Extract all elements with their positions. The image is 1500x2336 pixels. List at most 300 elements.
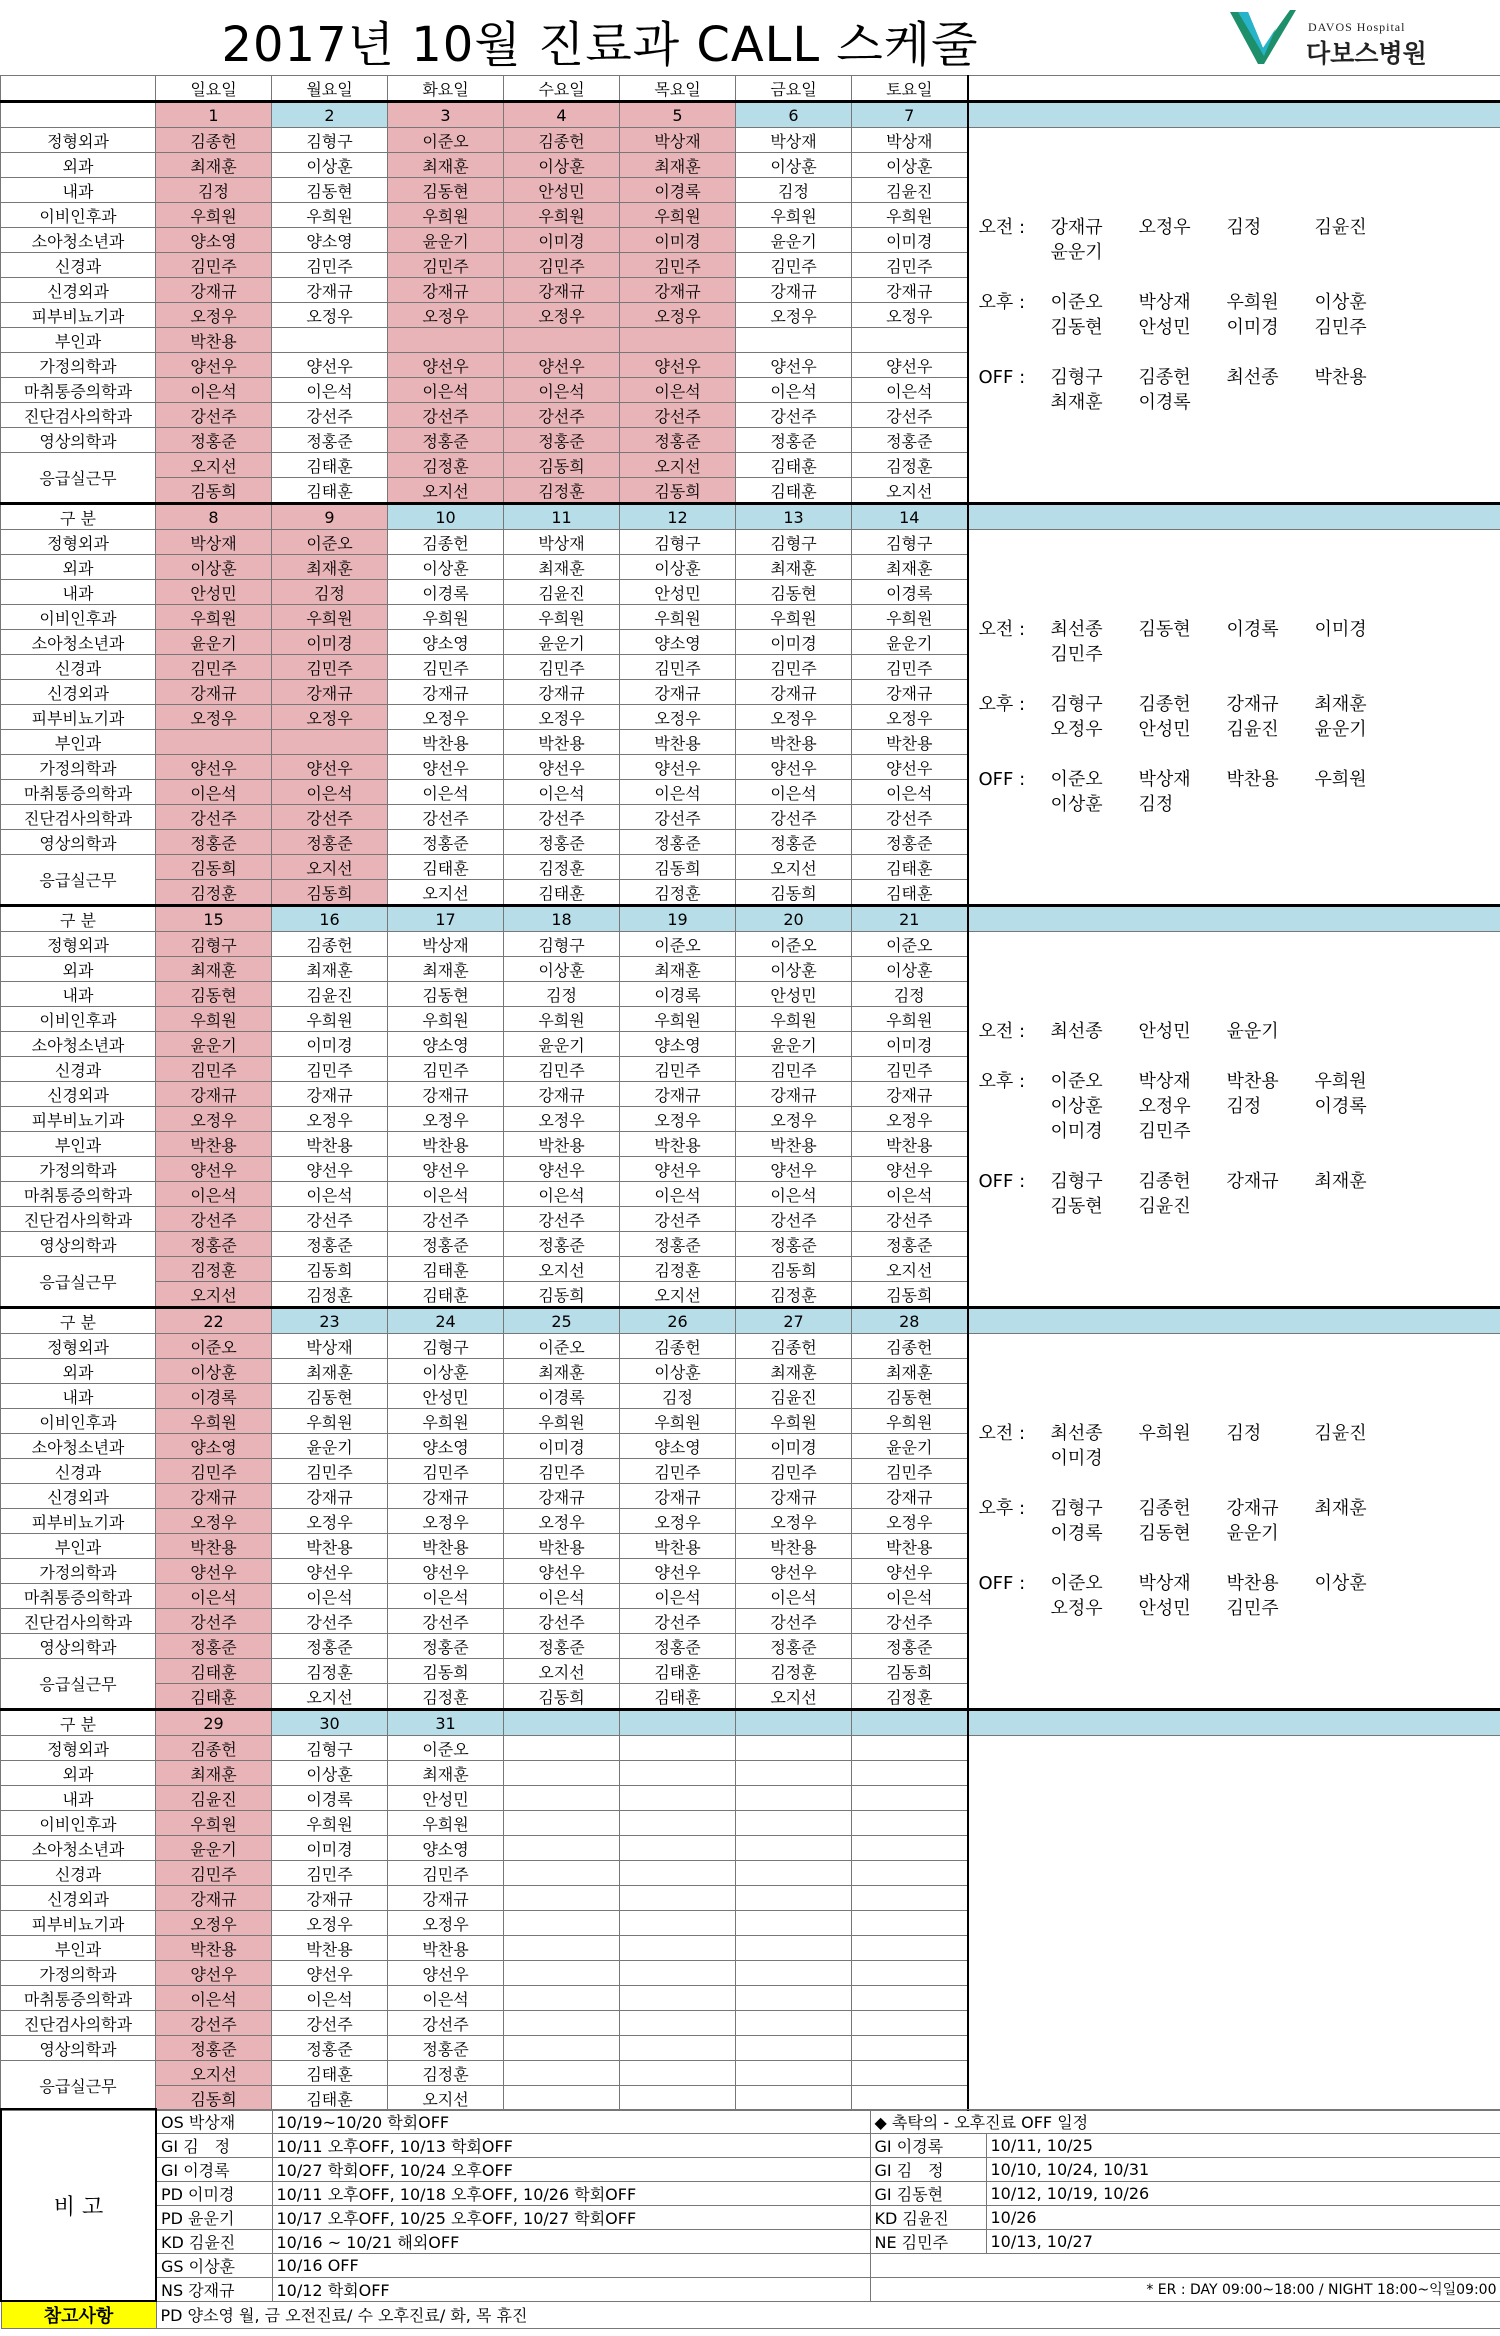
er-cell: 김정훈: [736, 1282, 852, 1308]
doctor-cell: 오정우: [388, 705, 504, 730]
er-cell: 김정훈: [156, 880, 272, 906]
notes-doctor: 김동현: [1138, 619, 1191, 640]
doctor-cell: 이은석: [272, 1182, 388, 1207]
department-label: 이비인후과: [1, 605, 156, 630]
doctor-cell: 이은석: [504, 378, 620, 403]
doctor-cell: 윤운기: [852, 1434, 968, 1459]
doctor-cell: 양선우: [272, 755, 388, 780]
day-name: 토요일: [852, 76, 968, 102]
doctor-cell: 오정우: [504, 1509, 620, 1534]
department-label: 소아청소년과: [1, 1032, 156, 1057]
department-label: 영상의학과: [1, 1232, 156, 1257]
notes-line: [979, 365, 1500, 390]
doctor-cell: 강선주: [852, 403, 968, 428]
department-label: 진단검사의학과: [1, 1207, 156, 1232]
day-name: 일요일: [156, 76, 272, 102]
er-cell: 오지선: [156, 453, 272, 478]
doctor-cell: 강재규: [852, 1484, 968, 1509]
notes-line: [979, 1169, 1500, 1194]
doctor-cell: 이은석: [736, 1584, 852, 1609]
department-label: 부인과: [1, 1936, 156, 1961]
doctor-cell: 김민주: [736, 1057, 852, 1082]
doctor-cell: 강선주: [272, 2011, 388, 2036]
notes-doctor: 김형구: [1050, 694, 1103, 715]
doctor-cell: [852, 1911, 968, 1936]
er-cell: 오지선: [156, 2061, 272, 2086]
doctor-cell: 우희원: [852, 605, 968, 630]
department-label: 가정의학과: [1, 1559, 156, 1584]
notes-line: [979, 1521, 1500, 1546]
notes-line: [979, 215, 1500, 240]
logo-small-text: DAVOS Hospital: [1308, 20, 1406, 34]
er-cell: 김정훈: [504, 478, 620, 504]
notes-doctor: 오정우: [1050, 719, 1103, 740]
er-cell: 김동희: [736, 880, 852, 906]
doctor-cell: 양선우: [736, 755, 852, 780]
notes-names: [1051, 290, 1403, 315]
doctor-cell: 강재규: [852, 1082, 968, 1107]
doctor-cell: 양선우: [852, 755, 968, 780]
notes-slot-label: 오후 :: [978, 1498, 1026, 1519]
notes-doctor: 김종헌: [1138, 367, 1191, 388]
er-cell: 오지선: [388, 880, 504, 906]
logo-name: 다보스병원: [1306, 39, 1427, 68]
er-cell: 김동희: [736, 1257, 852, 1282]
remark-doctor: NS 강재규: [156, 2277, 272, 2301]
doctor-cell: 강선주: [156, 1207, 272, 1232]
doctor-cell: 강재규: [736, 278, 852, 303]
notes-doctor: 김종헌: [1138, 694, 1191, 715]
notes-doctor: 최선종: [1050, 1423, 1103, 1444]
doctor-cell: 정홍준: [620, 1634, 736, 1659]
doctor-cell: 오정우: [620, 1509, 736, 1534]
date-cell: 7: [852, 102, 968, 128]
remarks-label: 비 고: [1, 2109, 156, 2301]
department-label: 내과: [1, 982, 156, 1007]
doctor-cell: [852, 328, 968, 353]
doctor-cell: 정홍준: [272, 1232, 388, 1257]
doctor-cell: 이은석: [156, 378, 272, 403]
er-cell: 오지선: [852, 1257, 968, 1282]
notes-line: [979, 767, 1500, 792]
doctor-cell: 김민주: [156, 253, 272, 278]
doctor-cell: 박상재: [736, 128, 852, 153]
doctor-cell: [736, 1761, 852, 1786]
notes-slot-label: OFF :: [978, 367, 1026, 388]
notes-line: [979, 1421, 1500, 1446]
doctor-cell: 양소영: [388, 630, 504, 655]
doctor-cell: 김종헌: [388, 530, 504, 555]
er-cell: 오지선: [852, 478, 968, 504]
doctor-cell: 강재규: [272, 680, 388, 705]
doctor-cell: 정홍준: [504, 1634, 620, 1659]
notes-slot-label: 오전 :: [978, 1423, 1026, 1444]
remark-text: 10/17 오후OFF, 10/25 오후OFF, 10/27 학회OFF: [272, 2205, 870, 2229]
notes-doctor: 이상훈: [1050, 794, 1103, 815]
reference-text: PD 양소영 월, 금 오전진료/ 수 오후진료/ 화, 목 휴진: [156, 2301, 1500, 2329]
department-label: 내과: [1, 178, 156, 203]
er-cell: 김정훈: [388, 2061, 504, 2086]
doctor-cell: 이은석: [620, 1584, 736, 1609]
doctor-cell: 박찬용: [156, 1534, 272, 1559]
department-label: 이비인후과: [1, 203, 156, 228]
doctor-cell: 강선주: [272, 1609, 388, 1634]
doctor-cell: 양소영: [620, 1434, 736, 1459]
date-cell: 20: [736, 906, 852, 932]
doctor-cell: 오정우: [504, 1107, 620, 1132]
doctor-cell: 박상재: [620, 128, 736, 153]
doctor-cell: 이은석: [272, 1986, 388, 2011]
doctor-cell: 강재규: [504, 278, 620, 303]
doctor-cell: 양선우: [272, 1961, 388, 1986]
doctor-cell: 우희원: [736, 1007, 852, 1032]
doctor-cell: [156, 730, 272, 755]
doctor-cell: [852, 1936, 968, 1961]
doctor-cell: 양선우: [388, 1559, 504, 1584]
doctor-cell: 강재규: [620, 680, 736, 705]
er-label: 응급실근무: [1, 1257, 156, 1308]
er-hours-note: * ER : DAY 09:00~18:00 / NIGHT 18:00~익일09:00: [1146, 2282, 1497, 2298]
doctor-cell: 강재규: [156, 1886, 272, 1911]
doctor-cell: 우희원: [736, 203, 852, 228]
department-label: 신경외과: [1, 1484, 156, 1509]
doctor-cell: 김윤진: [272, 982, 388, 1007]
notes-names: [1051, 390, 1227, 415]
department-label: 신경외과: [1, 278, 156, 303]
er-cell: 김태훈: [504, 880, 620, 906]
notes-doctor: 김종헌: [1138, 1171, 1191, 1192]
notes-line: [979, 1596, 1500, 1621]
doctor-cell: 김윤진: [504, 580, 620, 605]
notes-line: [979, 1496, 1500, 1521]
contract-dates: 10/13, 10/27: [986, 2229, 1500, 2253]
date-cell: 28: [852, 1308, 968, 1334]
doctor-cell: 이은석: [620, 1182, 736, 1207]
notes-line: [979, 390, 1500, 415]
doctor-cell: 김민주: [504, 655, 620, 680]
doctor-cell: 김동현: [852, 1384, 968, 1409]
er-cell: 김태훈: [736, 453, 852, 478]
doctor-cell: 우희원: [852, 1409, 968, 1434]
er-cell: 김태훈: [388, 855, 504, 880]
doctor-cell: 강재규: [620, 1484, 736, 1509]
doctor-cell: 우희원: [620, 1409, 736, 1434]
doctor-cell: 박찬용: [620, 1534, 736, 1559]
notes-line: [979, 1446, 1500, 1471]
doctor-cell: 강선주: [620, 403, 736, 428]
er-cell: 김동희: [852, 1282, 968, 1308]
doctor-cell: 김민주: [388, 1057, 504, 1082]
side-date-bar: [968, 102, 1500, 128]
doctor-cell: 이상훈: [156, 555, 272, 580]
doctor-cell: 양선우: [388, 755, 504, 780]
doctor-cell: 우희원: [272, 1811, 388, 1836]
side-date-bar: [968, 1710, 1500, 1736]
doctor-cell: 박찬용: [852, 1534, 968, 1559]
remark-doctor: GI 이경록: [156, 2157, 272, 2181]
doctor-cell: [620, 1786, 736, 1811]
doctor-cell: 박찬용: [156, 328, 272, 353]
er-cell: 오지선: [388, 2086, 504, 2111]
week-notes: [968, 1736, 1500, 2111]
date-cell: 2: [272, 102, 388, 128]
notes-gap: [979, 340, 1500, 365]
department-label: 가정의학과: [1, 1961, 156, 1986]
doctor-cell: 오정우: [852, 1509, 968, 1534]
doctor-cell: 최재훈: [388, 1761, 504, 1786]
notes-names: [1051, 1421, 1403, 1446]
doctor-cell: 강선주: [504, 805, 620, 830]
doctor-cell: [852, 2011, 968, 2036]
doctor-cell: 최재훈: [736, 555, 852, 580]
doctor-cell: 윤운기: [388, 228, 504, 253]
department-label: 마취통증의학과: [1, 378, 156, 403]
doctor-cell: 김민주: [620, 655, 736, 680]
department-label: 피부비뇨기과: [1, 1509, 156, 1534]
er-cell: 김정훈: [620, 1257, 736, 1282]
doctor-cell: 오정우: [156, 1509, 272, 1534]
notes-slot-label: [979, 1596, 1051, 1621]
er-cell: [504, 2061, 620, 2086]
remark-doctor: PD 윤운기: [156, 2205, 272, 2229]
doctor-cell: 오정우: [852, 1107, 968, 1132]
doctor-cell: 김동현: [272, 1384, 388, 1409]
doctor-cell: 양선우: [620, 755, 736, 780]
header: [0, 0, 1500, 75]
doctor-cell: 정홍준: [736, 428, 852, 453]
doctor-cell: 강재규: [388, 1886, 504, 1911]
department-label: 피부비뇨기과: [1, 1911, 156, 1936]
notes-slot-label: [979, 717, 1051, 742]
doctor-cell: [620, 1911, 736, 1936]
er-cell: 김정훈: [388, 453, 504, 478]
doctor-cell: [504, 1886, 620, 1911]
doctor-cell: 우희원: [156, 1811, 272, 1836]
department-label: 신경과: [1, 1057, 156, 1082]
doctor-cell: 최재훈: [620, 153, 736, 178]
notes-doctor: 김형구: [1050, 1498, 1103, 1519]
week-date-row: [1, 1710, 1500, 1736]
doctor-cell: 이은석: [156, 1584, 272, 1609]
er-cell: 김태훈: [388, 1282, 504, 1308]
section-label: 구 분: [1, 504, 156, 530]
notes-names: [1051, 1119, 1227, 1144]
doctor-cell: 강재규: [736, 680, 852, 705]
doctor-cell: 강선주: [272, 1207, 388, 1232]
doctor-cell: 우희원: [388, 605, 504, 630]
doctor-cell: [736, 1836, 852, 1861]
doctor-cell: [620, 1886, 736, 1911]
notes-doctor: 이상훈: [1314, 292, 1367, 313]
doctor-cell: 최재훈: [388, 957, 504, 982]
date-cell: 31: [388, 1710, 504, 1736]
doctor-cell: [504, 1786, 620, 1811]
notes-gap: [979, 265, 1500, 290]
notes-line: [979, 642, 1500, 667]
date-cell: [504, 1710, 620, 1736]
notes-doctor: 오정우: [1138, 217, 1191, 238]
doctor-cell: 양선우: [272, 1157, 388, 1182]
doctor-cell: 최재훈: [620, 957, 736, 982]
doctor-cell: 김종헌: [852, 1334, 968, 1359]
remark-text: 10/16 OFF: [272, 2253, 870, 2277]
doctor-cell: 박찬용: [388, 1534, 504, 1559]
doctor-cell: 박찬용: [736, 1132, 852, 1157]
doctor-cell: 오정우: [736, 303, 852, 328]
doctor-cell: [272, 328, 388, 353]
department-label: 영상의학과: [1, 1634, 156, 1659]
doctor-cell: 박찬용: [156, 1936, 272, 1961]
doctor-cell: 이은석: [736, 1182, 852, 1207]
doctor-cell: [736, 1986, 852, 2011]
notes-doctor: 박상재: [1138, 1071, 1191, 1092]
doctor-cell: 이미경: [272, 1836, 388, 1861]
notes-doctor: 우희원: [1138, 1423, 1191, 1444]
department-label: 신경외과: [1, 1886, 156, 1911]
department-label: 부인과: [1, 1132, 156, 1157]
notes-line: [979, 692, 1500, 717]
notes-doctor: 이미경: [1226, 317, 1279, 338]
doctor-cell: 박찬용: [156, 1132, 272, 1157]
doctor-cell: [504, 1986, 620, 2011]
doctor-cell: [736, 2036, 852, 2061]
contract-dates: 10/11, 10/25: [986, 2133, 1500, 2157]
doctor-cell: 양선우: [156, 1961, 272, 1986]
notes-block: [969, 215, 1500, 415]
department-label: 내과: [1, 580, 156, 605]
doctor-cell: 오정우: [620, 705, 736, 730]
er-cell: 오지선: [272, 855, 388, 880]
doctor-cell: 안성민: [388, 1786, 504, 1811]
doctor-cell: [620, 1761, 736, 1786]
er-label: 응급실근무: [1, 2061, 156, 2111]
doctor-cell: 이은석: [736, 780, 852, 805]
doctor-cell: 이상훈: [852, 153, 968, 178]
er-cell: 김정훈: [852, 453, 968, 478]
remark-text: 10/12 학회OFF: [272, 2277, 870, 2301]
doctor-cell: 이은석: [852, 780, 968, 805]
doctor-cell: [272, 730, 388, 755]
notes-doctor: 김정: [1226, 1096, 1262, 1117]
doctor-cell: 이준오: [388, 128, 504, 153]
doctor-cell: 정홍준: [620, 830, 736, 855]
er-cell: 오지선: [736, 1684, 852, 1710]
day-header-row: [1, 76, 1500, 102]
notes-doctor: 김윤진: [1314, 1423, 1367, 1444]
notes-slot-label: [979, 315, 1051, 340]
er-cell: [620, 2061, 736, 2086]
doctor-cell: 이미경: [736, 1434, 852, 1459]
doctor-cell: 김동현: [272, 178, 388, 203]
side-blank: [968, 76, 1500, 102]
doctor-cell: 이은석: [272, 780, 388, 805]
section-label: 구 분: [1, 1710, 156, 1736]
remark-row: [1, 2205, 1500, 2229]
doctor-cell: 우희원: [504, 1007, 620, 1032]
notes-doctor: 윤운기: [1314, 719, 1367, 740]
department-label: 이비인후과: [1, 1409, 156, 1434]
notes-names: [1051, 1194, 1227, 1219]
er-cell: 오지선: [620, 453, 736, 478]
doctor-cell: 김민주: [736, 655, 852, 680]
doctor-cell: [736, 1811, 852, 1836]
notes-doctor: 강재규: [1226, 694, 1279, 715]
date-cell: 23: [272, 1308, 388, 1334]
section-label: 구 분: [1, 1308, 156, 1334]
notes-names: [1051, 1169, 1403, 1194]
doctor-cell: [852, 1861, 968, 1886]
notes-doctor: 우희원: [1226, 292, 1279, 313]
notes-names: [1051, 1446, 1139, 1471]
notes-doctor: 강재규: [1050, 217, 1103, 238]
department-label: 가정의학과: [1, 353, 156, 378]
doctor-cell: 이경록: [156, 1384, 272, 1409]
doctor-cell: 우희원: [504, 605, 620, 630]
department-label: 신경과: [1, 1861, 156, 1886]
doctor-cell: [620, 2036, 736, 2061]
doctor-cell: [504, 1736, 620, 1761]
doctor-cell: 이은석: [620, 780, 736, 805]
doctor-cell: 우희원: [504, 1409, 620, 1434]
notes-doctor: 최재훈: [1314, 694, 1367, 715]
doctor-cell: 강선주: [736, 1207, 852, 1232]
doctor-cell: 이준오: [852, 932, 968, 957]
er-cell: [852, 2061, 968, 2086]
department-label: 신경과: [1, 1459, 156, 1484]
contract-blank: [870, 2253, 1500, 2277]
doctor-cell: 양소영: [620, 630, 736, 655]
doctor-cell: [852, 1986, 968, 2011]
doctor-cell: [620, 1936, 736, 1961]
remark-row: [1, 2133, 1500, 2157]
doctor-cell: 강선주: [388, 805, 504, 830]
doctor-cell: [736, 1886, 852, 1911]
notes-names: [1051, 365, 1403, 390]
doctor-cell: 이준오: [620, 932, 736, 957]
doctor-cell: [504, 1911, 620, 1936]
doctor-cell: 최재훈: [272, 1359, 388, 1384]
doctor-cell: 이은석: [388, 378, 504, 403]
department-label: 진단검사의학과: [1, 2011, 156, 2036]
notes-names: [1051, 692, 1403, 717]
doctor-cell: 정홍준: [852, 428, 968, 453]
remark-text: 10/19~10/20 학회OFF: [272, 2109, 870, 2133]
remark-doctor: PD 이미경: [156, 2181, 272, 2205]
notes-doctor: 이준오: [1050, 769, 1103, 790]
doctor-cell: 우희원: [852, 1007, 968, 1032]
doctor-cell: 우희원: [156, 605, 272, 630]
doctor-cell: 이경록: [620, 178, 736, 203]
notes-doctor: 박찬용: [1226, 1573, 1279, 1594]
date-cell: 29: [156, 1710, 272, 1736]
notes-names: [1051, 1019, 1315, 1044]
doctor-cell: 강선주: [156, 403, 272, 428]
doctor-cell: [852, 2036, 968, 2061]
doctor-cell: 강재규: [156, 680, 272, 705]
date-cell: 26: [620, 1308, 736, 1334]
notes-doctor: 박상재: [1138, 1573, 1191, 1594]
doctor-cell: 김민주: [388, 1861, 504, 1886]
doctor-cell: 양소영: [620, 1032, 736, 1057]
department-label: 영상의학과: [1, 2036, 156, 2061]
doctor-cell: [388, 328, 504, 353]
doctor-cell: 이상훈: [388, 1359, 504, 1384]
doctor-cell: 김종헌: [156, 1736, 272, 1761]
er-cell: 김동희: [620, 478, 736, 504]
date-cell: 16: [272, 906, 388, 932]
doctor-cell: 오정우: [156, 303, 272, 328]
notes-doctor: 최재훈: [1314, 1171, 1367, 1192]
